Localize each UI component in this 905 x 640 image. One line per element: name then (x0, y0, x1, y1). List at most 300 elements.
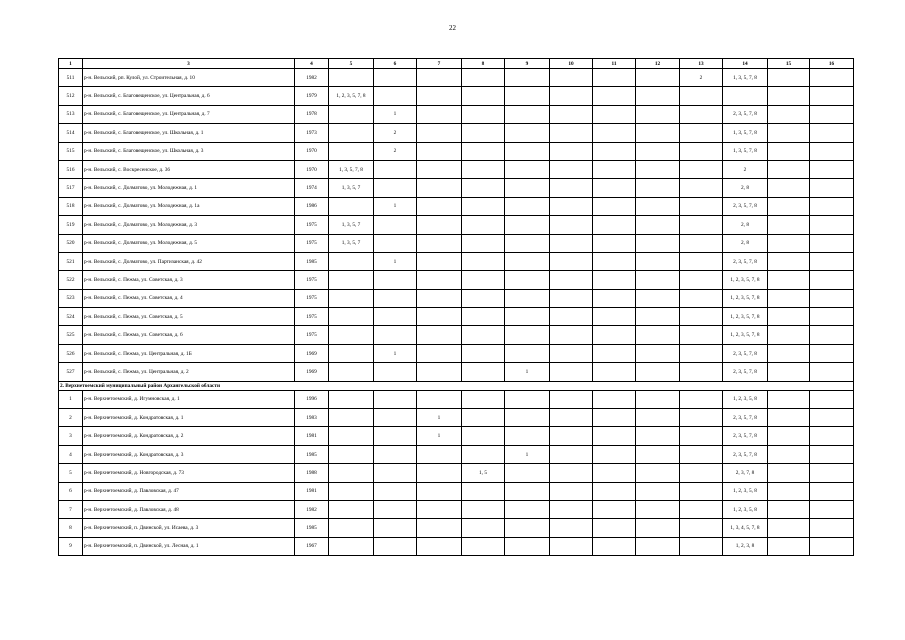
value-cell: 1 (374, 105, 417, 123)
table-row (59, 344, 854, 362)
value-cell (374, 519, 417, 537)
value-cell: 2 (374, 142, 417, 160)
value-cell (329, 197, 374, 215)
value-cell: 1, 2, 3, 5, 8 (723, 390, 768, 408)
address-cell: р-н. Вельский, с. Пежма, ул. Советская, д. 3 (83, 271, 295, 289)
data-table (58, 58, 854, 556)
year-cell: 1988 (295, 464, 329, 482)
value-cell (417, 344, 462, 362)
value-cell (768, 390, 810, 408)
value-cell (636, 500, 680, 518)
value-cell (417, 289, 462, 307)
value-cell (374, 326, 417, 344)
address-cell: р-н. Верхнетоемский, д. Павловская, д. 47 (83, 482, 295, 500)
value-cell (417, 197, 462, 215)
value-cell (636, 289, 680, 307)
value-cell (550, 234, 593, 252)
column-header: 3 (83, 59, 295, 69)
value-cell (636, 427, 680, 445)
value-cell (768, 519, 810, 537)
value-cell (680, 390, 723, 408)
value-cell (550, 519, 593, 537)
year-cell: 1975 (295, 326, 329, 344)
value-cell (374, 409, 417, 427)
value-cell (550, 142, 593, 160)
value-cell (810, 289, 854, 307)
value-cell (768, 289, 810, 307)
address-cell: р-н. Вельский, с. Долматово, ул. Молодежная, д. 3 (83, 216, 295, 234)
column-header: 16 (810, 59, 854, 69)
table-row (59, 87, 854, 105)
value-cell (462, 124, 505, 142)
year-cell: 1970 (295, 160, 329, 178)
column-header: 10 (550, 59, 593, 69)
value-cell (593, 427, 636, 445)
value-cell (462, 87, 505, 105)
value-cell (593, 519, 636, 537)
value-cell (810, 537, 854, 555)
value-cell (810, 216, 854, 234)
value-cell: 1, 2, 3, 8 (723, 537, 768, 555)
value-cell (810, 252, 854, 270)
table-row (59, 464, 854, 482)
value-cell: 1 (417, 409, 462, 427)
year-cell: 1975 (295, 216, 329, 234)
column-header: 5 (329, 59, 374, 69)
page-number: 22 (449, 24, 456, 32)
value-cell (374, 271, 417, 289)
value-cell (462, 69, 505, 87)
value-cell (374, 179, 417, 197)
value-cell (505, 69, 550, 87)
table-row (59, 427, 854, 445)
year-cell: 1986 (295, 197, 329, 215)
year-cell: 1985 (295, 519, 329, 537)
value-cell (593, 197, 636, 215)
year-cell: 1985 (295, 252, 329, 270)
row-number-cell: 512 (59, 87, 83, 105)
value-cell (329, 390, 374, 408)
value-cell (550, 390, 593, 408)
value-cell (505, 427, 550, 445)
row-number-cell: 511 (59, 69, 83, 87)
value-cell (374, 464, 417, 482)
row-number-cell: 524 (59, 308, 83, 326)
value-cell (636, 142, 680, 160)
value-cell: 1, 2, 3, 5, 7, 8 (723, 308, 768, 326)
value-cell (417, 216, 462, 234)
value-cell: 2, 8 (723, 234, 768, 252)
value-cell (768, 445, 810, 463)
value-cell (505, 344, 550, 362)
address-cell: р-н. Вельский, с. Пежма, ул. Советская, д. 6 (83, 326, 295, 344)
value-cell (636, 464, 680, 482)
value-cell: 1 (374, 344, 417, 362)
value-cell (417, 179, 462, 197)
value-cell (374, 363, 417, 381)
value-cell: 1, 3, 5, 7 (329, 179, 374, 197)
value-cell (462, 344, 505, 362)
value-cell: 2, 3, 5, 7, 8 (723, 344, 768, 362)
value-cell (417, 124, 462, 142)
address-cell: р-н. Вельский, с. Долматово, ул. Молодежная, д. 5 (83, 234, 295, 252)
value-cell (374, 234, 417, 252)
address-cell: р-н. Верхнетоемский, п. Двинской, ул. Лесная, д. 1 (83, 537, 295, 555)
row-number-cell: 520 (59, 234, 83, 252)
row-number-cell: 516 (59, 160, 83, 178)
value-cell (593, 464, 636, 482)
value-cell (550, 344, 593, 362)
value-cell: 1, 3, 5, 7, 8 (329, 160, 374, 178)
value-cell (680, 326, 723, 344)
value-cell (417, 87, 462, 105)
value-cell: 1 (417, 427, 462, 445)
value-cell (329, 445, 374, 463)
value-cell (680, 124, 723, 142)
value-cell (810, 519, 854, 537)
value-cell: 2 (374, 124, 417, 142)
column-header-row (59, 59, 854, 69)
value-cell (550, 482, 593, 500)
year-cell: 1978 (295, 105, 329, 123)
value-cell (768, 105, 810, 123)
value-cell: 1, 2, 3, 5, 8 (723, 500, 768, 518)
value-cell: 1, 2, 3, 5, 7, 8 (723, 289, 768, 307)
value-cell (462, 234, 505, 252)
value-cell (417, 500, 462, 518)
value-cell (593, 445, 636, 463)
value-cell (593, 124, 636, 142)
address-cell: р-н. Вельский, с. Благовещенское, ул. Школьная, д. 3 (83, 142, 295, 160)
year-cell: 1967 (295, 537, 329, 555)
value-cell (680, 445, 723, 463)
row-number-cell: 523 (59, 289, 83, 307)
row-number-cell: 521 (59, 252, 83, 270)
value-cell (810, 308, 854, 326)
value-cell (810, 326, 854, 344)
value-cell (550, 179, 593, 197)
value-cell: 2 (680, 69, 723, 87)
value-cell (505, 390, 550, 408)
value-cell: 2, 3, 5, 7, 8 (723, 105, 768, 123)
value-cell (810, 142, 854, 160)
value-cell (680, 344, 723, 362)
value-cell (462, 482, 505, 500)
value-cell (417, 234, 462, 252)
value-cell (329, 537, 374, 555)
year-cell: 1982 (295, 500, 329, 518)
value-cell (550, 308, 593, 326)
column-header: 8 (462, 59, 505, 69)
column-header: 6 (374, 59, 417, 69)
value-cell (636, 124, 680, 142)
value-cell (680, 308, 723, 326)
value-cell (768, 252, 810, 270)
value-cell (505, 105, 550, 123)
value-cell (462, 105, 505, 123)
value-cell (680, 464, 723, 482)
value-cell: 2, 3, 5, 7, 8 (723, 363, 768, 381)
value-cell (417, 142, 462, 160)
value-cell (768, 427, 810, 445)
value-cell (593, 179, 636, 197)
table-row (59, 326, 854, 344)
value-cell (462, 390, 505, 408)
row-number-cell: 517 (59, 179, 83, 197)
value-cell (768, 69, 810, 87)
address-cell: р-н. Вельский, с. Пежма, ул. Центральная, д. 1Б (83, 344, 295, 362)
value-cell (462, 271, 505, 289)
value-cell (374, 390, 417, 408)
value-cell (768, 234, 810, 252)
value-cell (329, 427, 374, 445)
value-cell (417, 519, 462, 537)
value-cell (680, 197, 723, 215)
value-cell (417, 464, 462, 482)
address-cell: р-н. Верхнетоемский, д. Кондратовская, д. 3 (83, 445, 295, 463)
year-cell: 1975 (295, 234, 329, 252)
row-number-cell: 514 (59, 124, 83, 142)
value-cell (417, 105, 462, 123)
row-number-cell: 522 (59, 271, 83, 289)
value-cell (636, 216, 680, 234)
value-cell (417, 271, 462, 289)
value-cell (329, 252, 374, 270)
value-cell (768, 482, 810, 500)
value-cell (768, 344, 810, 362)
value-cell (810, 87, 854, 105)
year-cell: 1970 (295, 142, 329, 160)
value-cell (462, 427, 505, 445)
address-cell: р-н. Вельский, рп. Кулой, ул. Строительная, д. 10 (83, 69, 295, 87)
value-cell (636, 363, 680, 381)
value-cell (768, 160, 810, 178)
value-cell (593, 390, 636, 408)
value-cell (374, 289, 417, 307)
value-cell (593, 500, 636, 518)
row-number-cell: 9 (59, 537, 83, 555)
value-cell (636, 69, 680, 87)
value-cell: 1, 3, 5, 7, 8 (723, 124, 768, 142)
value-cell (810, 179, 854, 197)
row-number-cell: 4 (59, 445, 83, 463)
row-number-cell: 1 (59, 390, 83, 408)
value-cell (636, 390, 680, 408)
value-cell (505, 124, 550, 142)
value-cell (550, 271, 593, 289)
value-cell (810, 234, 854, 252)
column-header: 15 (768, 59, 810, 69)
value-cell (768, 409, 810, 427)
value-cell (417, 326, 462, 344)
row-number-cell: 6 (59, 482, 83, 500)
value-cell (680, 252, 723, 270)
value-cell: 1, 3, 5, 7 (329, 216, 374, 234)
value-cell (329, 326, 374, 344)
value-cell (462, 308, 505, 326)
value-cell (329, 308, 374, 326)
value-cell (680, 160, 723, 178)
table-row (59, 234, 854, 252)
value-cell (505, 500, 550, 518)
value-cell (636, 234, 680, 252)
value-cell (593, 537, 636, 555)
value-cell (462, 537, 505, 555)
value-cell: 2, 3, 7, 8 (723, 464, 768, 482)
value-cell: 1, 2, 3, 5, 8 (723, 482, 768, 500)
value-cell (636, 344, 680, 362)
value-cell (505, 179, 550, 197)
value-cell (768, 363, 810, 381)
table-row (59, 216, 854, 234)
column-header: 1 (59, 59, 83, 69)
value-cell (329, 500, 374, 518)
year-cell: 1983 (295, 409, 329, 427)
value-cell (329, 289, 374, 307)
value-cell (374, 160, 417, 178)
value-cell: 1, 3, 4, 5, 7, 8 (723, 519, 768, 537)
value-cell (593, 326, 636, 344)
value-cell (636, 105, 680, 123)
year-cell: 1975 (295, 271, 329, 289)
year-cell: 1981 (295, 482, 329, 500)
value-cell (593, 234, 636, 252)
value-cell (329, 142, 374, 160)
address-cell: р-н. Верхнетоемский, д. Павловская, д. 48 (83, 500, 295, 518)
value-cell (593, 289, 636, 307)
value-cell (417, 390, 462, 408)
value-cell (550, 160, 593, 178)
table-row (59, 69, 854, 87)
value-cell (636, 308, 680, 326)
value-cell (374, 445, 417, 463)
value-cell (680, 537, 723, 555)
table-row (59, 197, 854, 215)
value-cell: 1, 3, 5, 7, 8 (723, 142, 768, 160)
address-cell: р-н. Вельский, с. Пежма, ул. Центральная, д. 2 (83, 363, 295, 381)
value-cell (550, 326, 593, 344)
year-cell: 1969 (295, 363, 329, 381)
address-cell: р-н. Вельский, с. Долматово, ул. Молодежная, д. 1 (83, 179, 295, 197)
column-header: 12 (636, 59, 680, 69)
address-cell: р-н. Вельский, с. Долматово, ул. Молодежная, д. 1а (83, 197, 295, 215)
value-cell (550, 500, 593, 518)
value-cell (505, 289, 550, 307)
value-cell (462, 445, 505, 463)
value-cell: 1, 3, 5, 7, 8 (723, 69, 768, 87)
value-cell (680, 216, 723, 234)
value-cell (636, 179, 680, 197)
value-cell: 2, 3, 5, 7, 8 (723, 427, 768, 445)
value-cell (329, 409, 374, 427)
year-cell: 1979 (295, 87, 329, 105)
value-cell (462, 289, 505, 307)
table-row (59, 252, 854, 270)
value-cell (550, 409, 593, 427)
value-cell (417, 308, 462, 326)
value-cell (680, 271, 723, 289)
row-number-cell: 525 (59, 326, 83, 344)
value-cell (680, 289, 723, 307)
value-cell (550, 537, 593, 555)
value-cell (810, 464, 854, 482)
column-header: 4 (295, 59, 329, 69)
value-cell (768, 87, 810, 105)
value-cell (329, 363, 374, 381)
value-cell (680, 500, 723, 518)
value-cell: 1, 3, 5, 7 (329, 234, 374, 252)
column-header: 9 (505, 59, 550, 69)
value-cell (462, 197, 505, 215)
column-header: 13 (680, 59, 723, 69)
value-cell (462, 216, 505, 234)
value-cell (329, 344, 374, 362)
value-cell (810, 363, 854, 381)
value-cell (768, 326, 810, 344)
value-cell (550, 197, 593, 215)
value-cell (550, 464, 593, 482)
value-cell (810, 482, 854, 500)
value-cell (636, 519, 680, 537)
value-cell (462, 179, 505, 197)
value-cell (505, 326, 550, 344)
table-row (59, 519, 854, 537)
value-cell: 2 (723, 160, 768, 178)
value-cell (636, 160, 680, 178)
row-number-cell: 518 (59, 197, 83, 215)
value-cell (462, 326, 505, 344)
value-cell (593, 105, 636, 123)
value-cell (329, 519, 374, 537)
row-number-cell: 3 (59, 427, 83, 445)
value-cell (593, 252, 636, 270)
value-cell (329, 271, 374, 289)
value-cell: 1, 2, 3, 5, 7, 8 (723, 271, 768, 289)
value-cell (810, 427, 854, 445)
value-cell (374, 500, 417, 518)
value-cell (636, 252, 680, 270)
value-cell (593, 308, 636, 326)
value-cell (636, 537, 680, 555)
value-cell (505, 234, 550, 252)
year-cell: 1974 (295, 179, 329, 197)
row-number-cell: 519 (59, 216, 83, 234)
value-cell (550, 124, 593, 142)
value-cell (680, 519, 723, 537)
value-cell (329, 105, 374, 123)
table-row (59, 289, 854, 307)
address-cell: р-н. Верхнетоемский, д. Кондратовская, д. 1 (83, 409, 295, 427)
value-cell (505, 142, 550, 160)
value-cell (550, 445, 593, 463)
value-cell (505, 197, 550, 215)
value-cell: 1, 2, 3, 5, 7, 8 (329, 87, 374, 105)
value-cell (550, 427, 593, 445)
value-cell (505, 160, 550, 178)
value-cell (505, 252, 550, 270)
value-cell (593, 160, 636, 178)
value-cell (810, 445, 854, 463)
year-cell: 1975 (295, 308, 329, 326)
value-cell: 2, 8 (723, 179, 768, 197)
value-cell: 1 (374, 252, 417, 270)
value-cell: 1 (374, 197, 417, 215)
value-cell (636, 87, 680, 105)
value-cell (462, 252, 505, 270)
table-row (59, 179, 854, 197)
value-cell (768, 271, 810, 289)
value-cell (810, 390, 854, 408)
